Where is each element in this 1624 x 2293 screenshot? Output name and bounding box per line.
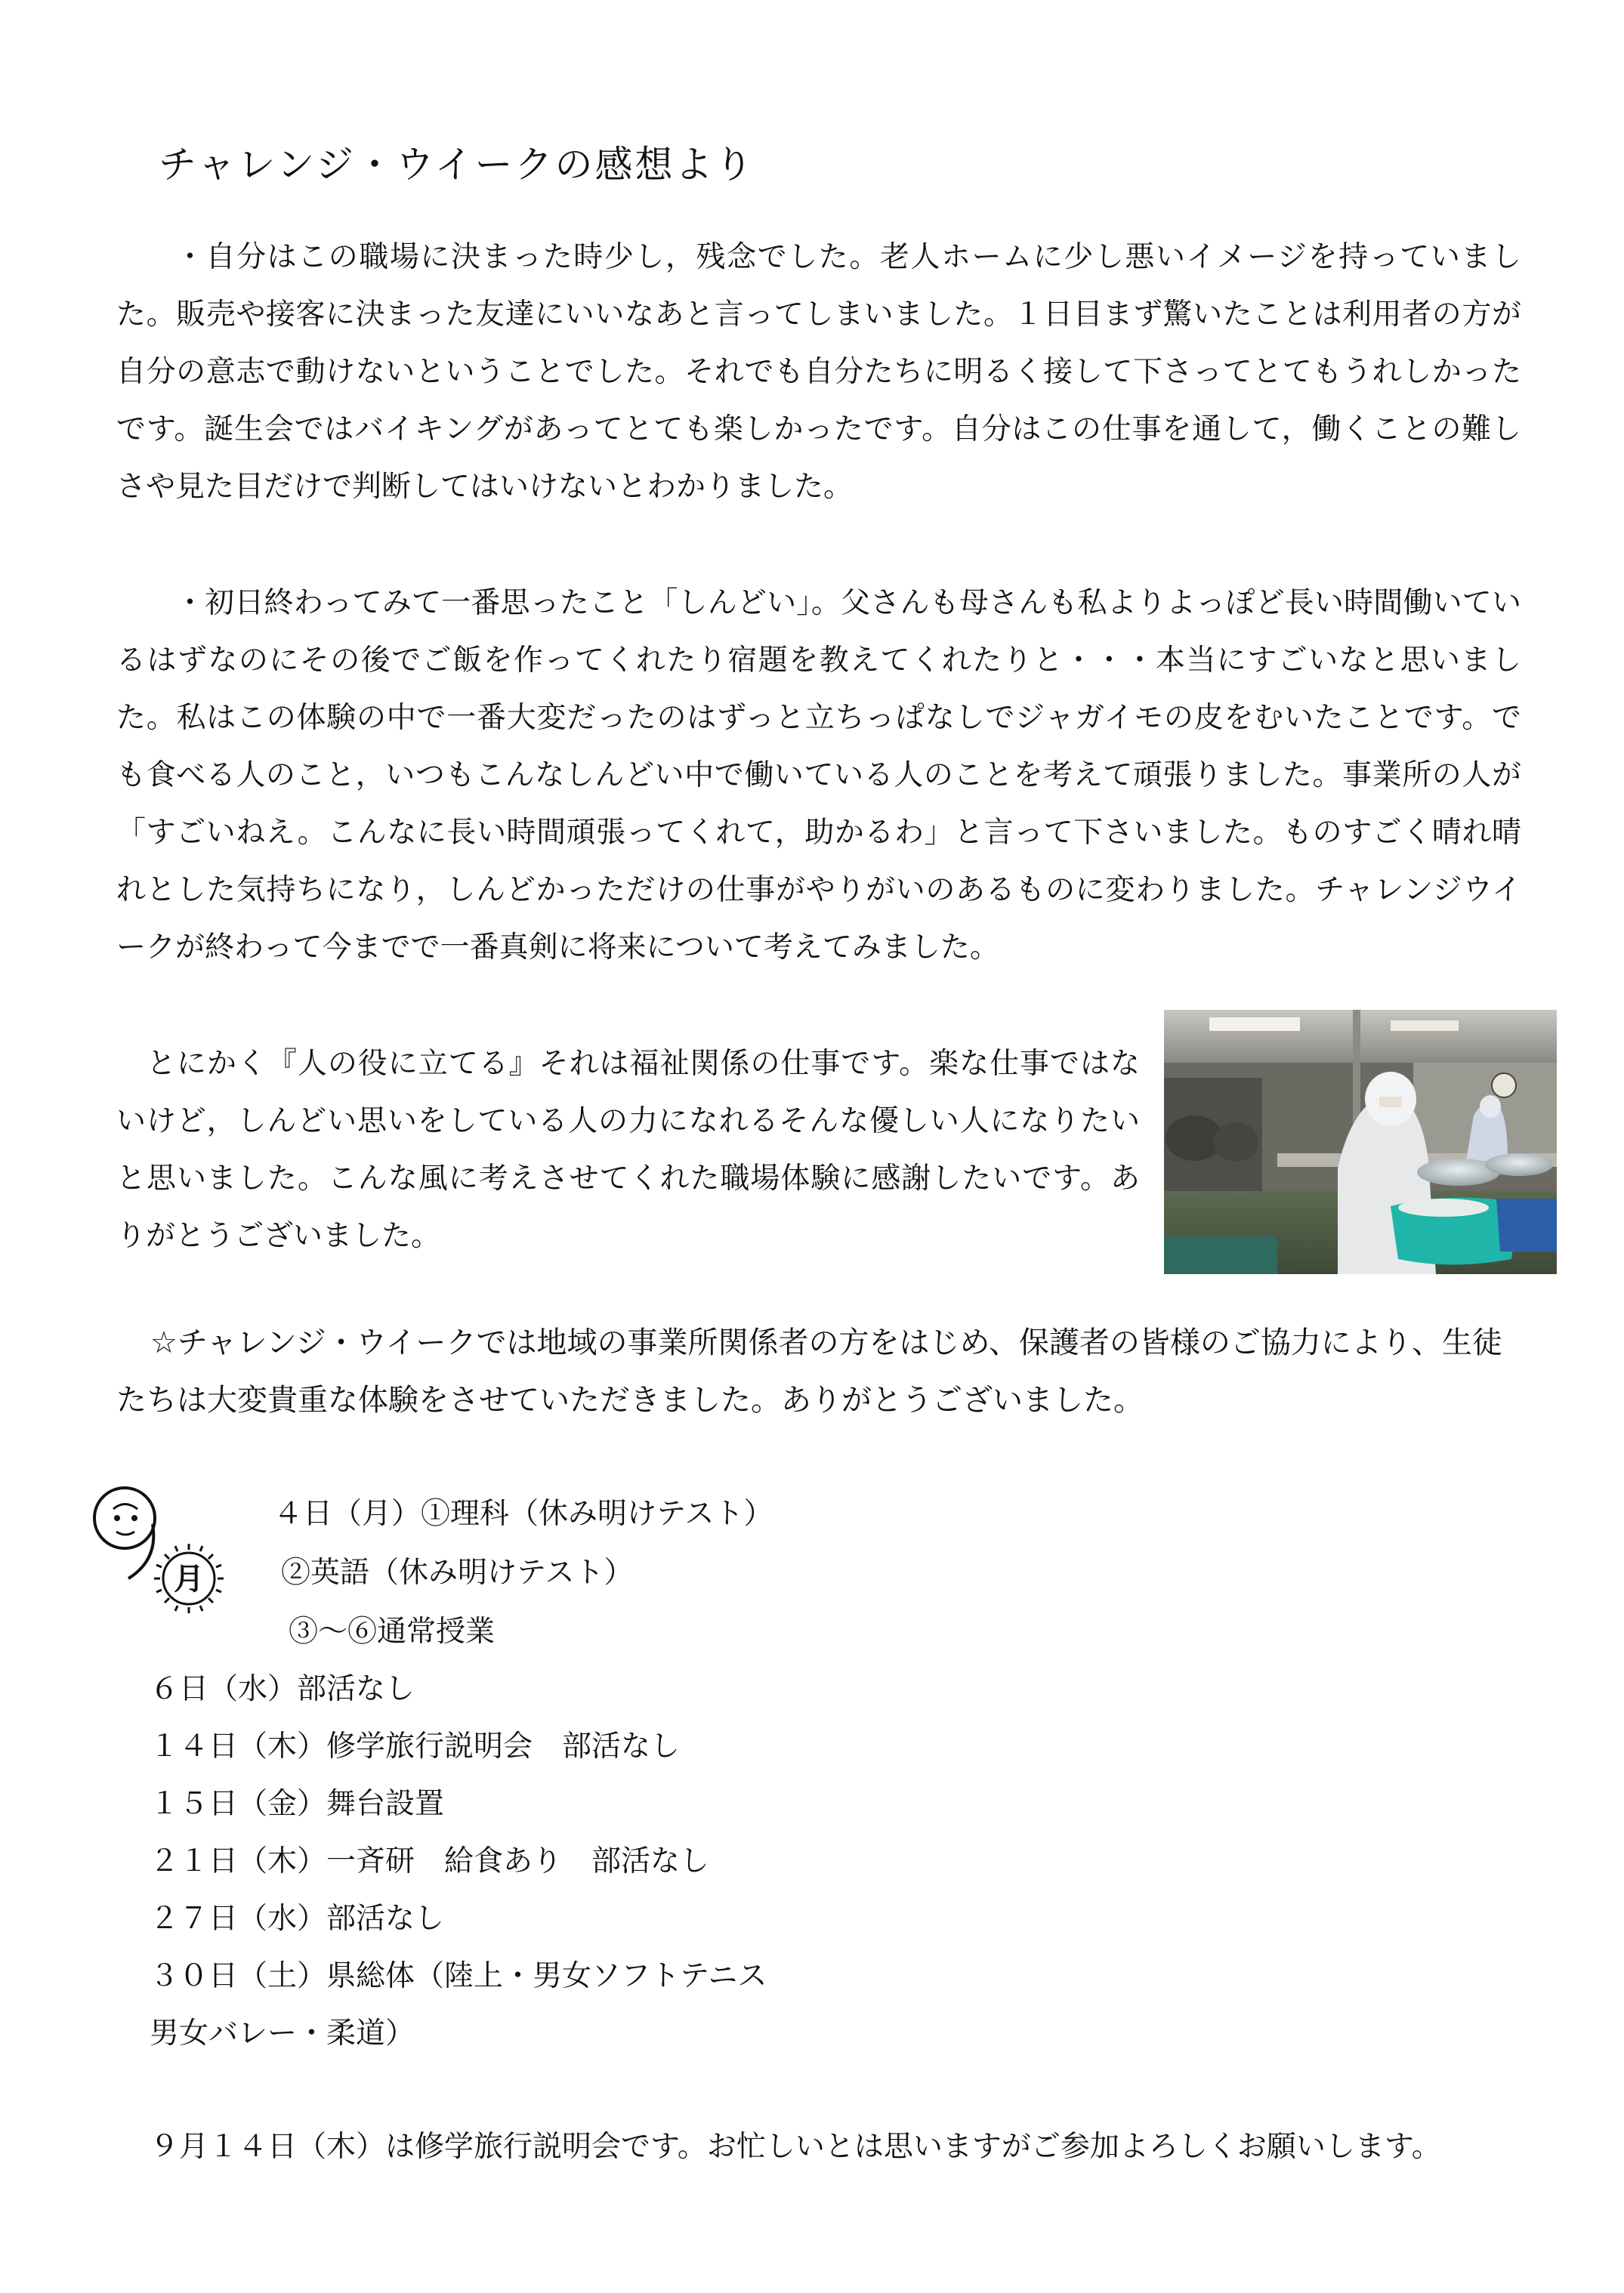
schedule-line: 男女バレー・柔道） (150, 2017, 415, 2051)
schedule-line: １４日（木）修学旅行説明会 部活なし (150, 1730, 681, 1764)
schedule-line: ②英語（休み明けテスト） (281, 1556, 634, 1590)
essay-paragraph-2: ・初日終わってみて一番思ったこと「しんどい」。父さんも母さんも私よりよっぽど長い時間働いているはずなのにその後でご飯を作ってくれたり宿題を教えてくれたりと・・・本当にすごいなと思いました。私はこの体験の中で一番大変だったのはずっと立ちっぱなしでジャガイモの皮をむいたことです。でも食べる人のこと，いつもこんなしんどい中で働いている人のことを考えて頑張りました。事業所の人が「すごいねえ。こんなに長い時間頑張ってくれて，助かるわ」と言って下さいました。ものすごく晴れ晴れとした気持ちになり，しんどかっただけの仕事がやりがいのあるものに変わりました。チャレンジウイークが終わって今までで一番真剣に将来について考えてみました。 (116, 586, 1521, 964)
kitchen-work-photo (1164, 1010, 1557, 1274)
schedule-line: ４日（月）①理科（休み明けテスト） (273, 1497, 773, 1531)
schedule-line: ６日（水）部活なし (150, 1672, 415, 1706)
schedule-line: ２１日（木）一斉研 給食あり 部活なし (150, 1844, 710, 1878)
september-badge (83, 1473, 234, 1620)
schedule-line: ③～⑥通常授業 (289, 1615, 496, 1649)
schedule-line: ２７日（水）部活なし (150, 1902, 445, 1936)
schedule-line: １５日（金）舞台設置 (150, 1787, 445, 1821)
thank-you-notice: ☆チャレンジ・ウイークでは地域の事業所関係者の方をはじめ、保護者の皆様のご協力により、生徒たちは大変貴重な体験をさせていただきました。ありがとうございました。 (116, 1325, 1502, 1418)
closing-note: ９月１４日（木）は修学旅行説明会です。お忙しいとは思いますがご参加よろしくお願いします。 (150, 2130, 1441, 2164)
schedule-line: ３０日（土）県総体（陸上・男女ソフトテニス (150, 1959, 767, 1993)
page-title: チャレンジ・ウイークの感想より (159, 143, 755, 187)
month-label: 月 (174, 1562, 204, 1597)
essay-paragraph-1: ・自分はこの職場に決まった時少し，残念でした。老人ホームに少し悪いイメージを持っていました。販売や接客に決まった友達にいいなあと言ってしまいました。１日目まず驚いたことは利用者の方が自分の意志で動けないということでした。それでも自分たちに明るく接して下さってとてもうれしかったです。誕生会ではバイキングがあってとても楽しかったです。自分はこの仕事を通して，働くことの難しさや見た目だけで判断してはいけないとわかりました。 (116, 240, 1521, 504)
essay-paragraph-3: とにかく『人の役に立てる』それは福祉関係の仕事です。楽な仕事ではないけど，しんどい思いをしている人の力になれるそんな優しい人になりたいと思いました。こんな風に考えさせてくれた職場体験に感謝したいです。ありがとうございました。 (116, 1047, 1140, 1253)
